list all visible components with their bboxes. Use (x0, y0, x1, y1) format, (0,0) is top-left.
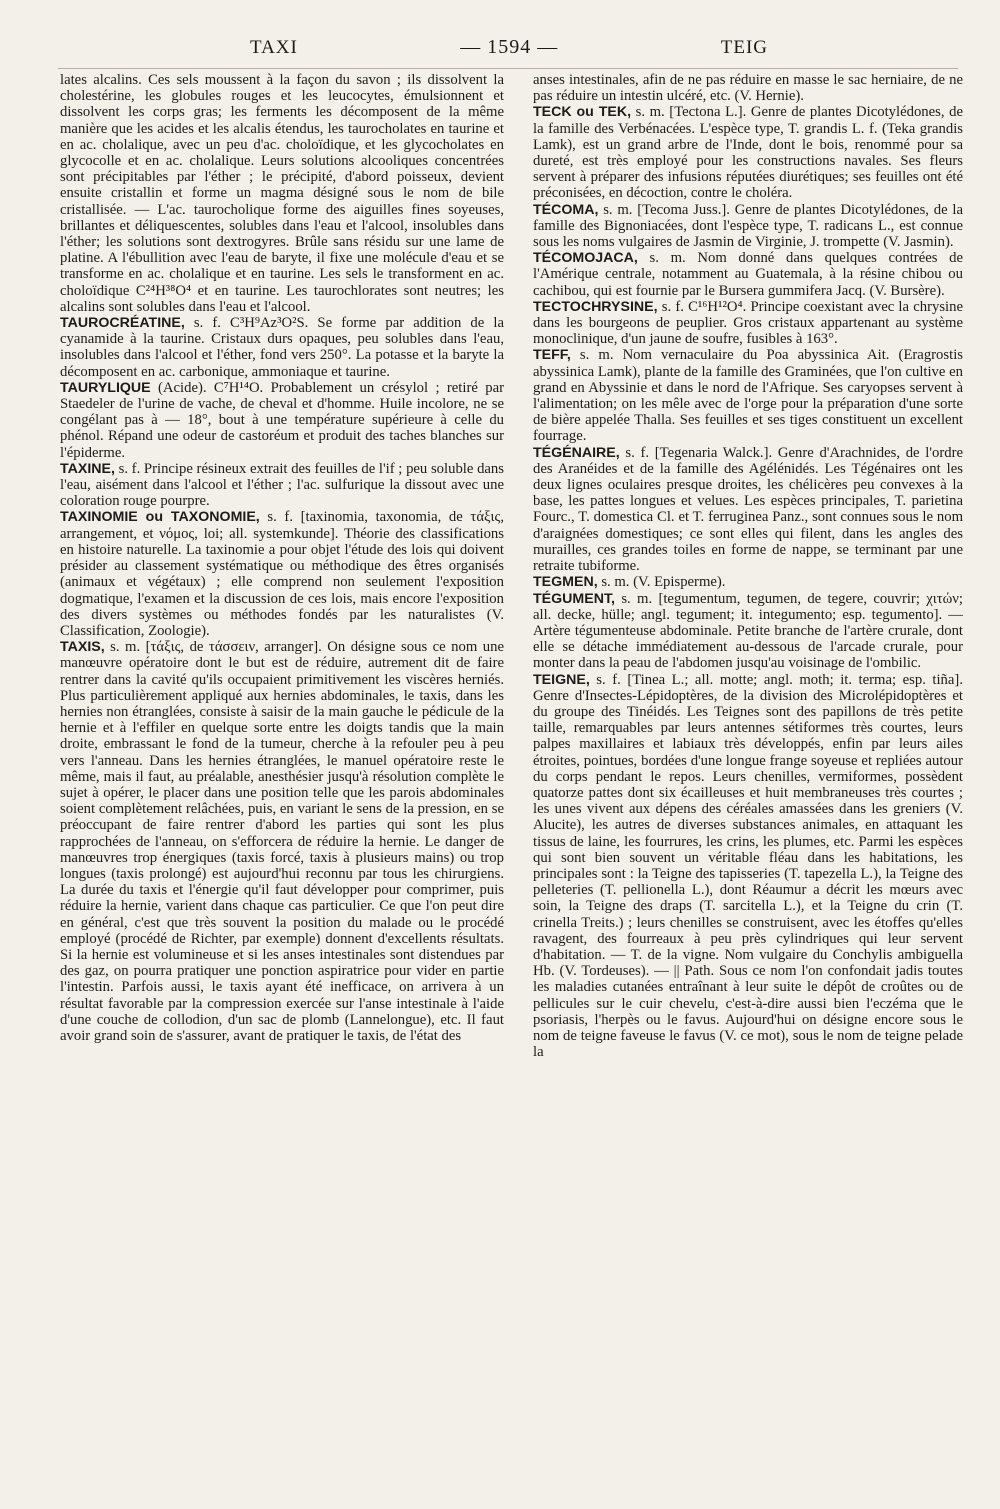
page-header (250, 36, 768, 59)
header-rule (58, 68, 958, 69)
page-number: — 1594 — (460, 36, 559, 58)
entry-teck: TECK ou TEK, s. m. [Tectona L.]. Genre de plantes Dicotylédones, de la famille des Verbénacées. L'espèce type, T. grandis L. f. (Teka grandis Lamk), est un grand arbre de l'Inde, dont le bois, renommé pour sa dureté, est très employé pour les constructions navales. Ses fleurs servent à préparer des infusions réputées diurétiques; ses feuilles ont été préconisées, en décoction, contre le choléra. (533, 104, 963, 202)
header-right-word: TEIG (720, 37, 768, 58)
entry-taxinomie: TAXINOMIE ou TAXONOMIE, s. f. [taxinomia, taxonomia, de τάξις, arrangement, et νόμος, loi; all. systemkunde]. Théorie des classifications en histoire naturelle. La taxinomie a pour objet l'étude des lois qui doivent présider au classement systématique ou méthodique des êtres organisés (animaux et végétaux) ; elle comprend non seulement l'exposition dogmatique, l'examen et la discussion de ces lois, mais encore l'exposition des divers systèmes ou méthodes fondés par les naturalistes (V. Classification, Zoologie). (60, 509, 504, 639)
entry-tegmen: TEGMEN, s. m. (V. Episperme). (533, 574, 726, 591)
entry-continuation-right: anses intestinales, afin de ne pas réduire en masse le sac herniaire, de ne pas réduire un intestin ulcéré, etc. (V. Hernie). (533, 72, 963, 105)
right-column (533, 72, 963, 1060)
header-left-word: TAXI (250, 37, 298, 58)
entry-teff: TEFF, s. m. Nom vernaculaire du Poa abyssinica Ait. (Eragrostis abyssinica Lamk), plante de la famille des Graminées, que l'on cultive en grand en Abyssinie et dans le nord de l'Afrique. Ses caryopses servent à l'alimentation; on les mêle avec de l'orge pour la préparation d'une sorte de bière appelée Thalla. Ses feuilles et ses tiges constituent un excellent fourrage. (533, 347, 963, 445)
entry-tecoma: TÉCOMA, s. m. [Tecoma Juss.]. Genre de plantes Dicotylédones, de la famille des Bignoniacées, dont l'espèce type, T. radicans L., est connue sous les noms vulgaires de Jasmin de Virginie, J. trompette (V. Jasmin). (533, 201, 963, 251)
entry-teigne: TEIGNE, s. f. [Tinea L.; all. motte; angl. moth; it. terma; esp. tiña]. Genre d'Insectes-Lépidoptères, de la division des Microlépidoptères et du groupe des Tinéidés. Les Teignes sont des papillons de très petite taille, remarquables par leurs antennes sétiformes très courtes, leurs palpes maxillaires et labiaux très développés, enfin par leurs ailes étroites, pointues, bordées d'une longue frange soyeuse et repliées autour du corps pendant le repos. Leurs chenilles, vermiformes, possèdent quatorze pattes dont six écailleuses et huit membraneuses très courtes ; les unes vivent aux dépens des céréales amassées dans les greniers (V. Alucite), les autres de diverses substances animales, en attaquant les tissus de laine, les fourrures, les crins, les plumes, etc. Parmi les espèces qui sont bien souvent un véritable fléau dans les habitations, les principales sont : la Teigne des tapisseries (T. tapezella L.), la Teigne des pelleteries (T. pellionella L.), dont Réaumur a décrit les mœurs avec soin, la Teigne des draps (T. sarcitella L.), et la Teigne du crin (T. crinella Treits.) ; leurs chenilles se construisent, avec les étoffes qu'elles ravagent, des fourreaux à peu près cylindriques qui leur servent d'habitation. — T. de la vigne. Nom vulgaire du Conchylis ambiguella Hb. (V. Tordeuses). — || Path. Sous ce nom l'on confondait jadis toutes les maladies cutanées entraînant à leur suite le dépôt de croûtes ou de pellicules sur le cuir chevelu, c'est-à-dire aussi bien l'eczéma que le psoriasis, l'herpès ou le favus. Aujourd'hui on désigne encore sous le nom de teigne faveuse le favus (V. ce mot), sous le nom de teigne pelade la (533, 671, 963, 1061)
entry-tegument: TÉGUMENT, s. m. [tegumentum, tegumen, de tegere, couvrir; χιτών; all. decke, hülle; angl. tegument; it. integumento; esp. tegumento]. — Artère tégumenteuse abdominale. Petite branche de l'artère crurale, dont elle se détache immédiatement au-dessous de l'arcade crurale, pour monter dans la peau de l'abdomen jusqu'au voisinage de l'ombilic. (533, 590, 963, 672)
entry-taxine: TAXINE, s. f. Principe résineux extrait des feuilles de l'if ; peu soluble dans l'eau, aisément dans l'alcool et l'éther ; l'ac. sulfurique la dissout avec une coloration rouge pourpre. (60, 460, 504, 510)
left-column (60, 72, 504, 1044)
entry-tecomojaca: TÉCOMOJACA, s. m. Nom donné dans quelques contrées de l'Amérique centrale, notamment au Guatemala, à la résine chibou ou cachibou, qui est fournie par le Bursera gummifera Jacq. (V. Bursère). (533, 250, 963, 299)
entry-tegenaire: TÉGÉNAIRE, s. f. [Tegenaria Walck.]. Genre d'Arachnides, de l'ordre des Aranéides et de la famille des Agélénidés. Les Tégénaires ont les deux lignes oculaires presque droites, les chélicères peu convexes à la base, les pattes longues et velues. Les espèces principales, T. parietina Fourc., T. domestica Cl. et T. ferruginea Panz., sont connues sous le nom d'araignées domestiques; ce sont elles qui filent, dans les angles des murailles, ces grandes toiles en forme de nappe, se terminant par une retraite tubiforme. (533, 444, 963, 575)
entry-taurocreatine: TAUROCRÉATINE, s. f. C³H⁹Az³O²S. Se forme par addition de la cyanamide à la taurine. Cristaux durs opaques, peu solubles dans l'eau, insolubles dans l'alcool et l'éther, fond vers 250°. La potasse et la baryte la décomposent en ac. carbonique, ammoniaque et taurine. (60, 315, 504, 380)
entry-continuation: lates alcalins. Ces sels moussent à la façon du savon ; ils dissolvent la cholestérine, les globules rouges et les leucocytes, émulsionnent et dissolvent les corps gras; les ferments les décomposent de la même manière que les acides et les alcalis étendus, les taurocholates en taurine et en ac. cholalique, avec un peu d'ac. choloïdique, et les glycocholates en glycocolle et en ac. cholalique. Leurs solutions alcooliques concentrées sont précipitables par l'éther ; le précipité, d'abord poisseux, devient ensuite cristallin et forme un magma désigné sous le nom de bile cristallisée. — L'ac. taurocholique forme des aiguilles fines soyeuses, brillantes et déliquescentes, solubles dans l'eau et l'alcool, insolubles dans l'éther; les solutions sont dextrogyres. Brûle sans résidu sur une lame de platine. A l'ébullition avec l'eau de baryte, il fixe une molécule d'eau et se transforme en ac. cholalique et en taurine. Les sels le transforment en ac. choloïdique C²⁴H³⁸O⁴ et en taurine. Les taurochlorates sont neutres; les alcalins sont solubles dans l'eau et l'alcool. (60, 72, 504, 315)
entry-taxis: TAXIS, s. m. [τάξις, de τάσσειν, arranger]. On désigne sous ce nom une manœuvre opératoire dont le but est de réduire, autrement dit de faire rentrer dans la cavité qu'ils occupaient primitivement les viscères herniés. Plus particulièrement appliqué aux hernies abdominales, le taxis, dans les hernies non étranglées, consiste à saisir de la main gauche le pédicule de la hernie et à l'effiler en quelque sorte entre les doigts tandis que la main droite, embrassant le fond de la tumeur, cherche à la refouler peu à peu vers l'anneau. Dans les hernies étranglées, le manuel opératoire reste le même, mais il faut, au préalable, anesthésier jusqu'à résolution complète le sujet à opérer, le placer dans une position telle que les parois abdominales soient complètement relâchées, puis, en variant le sens de la pression, en se préoccupant de faire rentrer d'abord les parties qui sont les plus rapprochées de l'anneau, on s'efforcera de réduire la hernie. Le danger de manœuvres trop énergiques (taxis forcé, taxis à plusieurs mains) ou trop longues (taxis prolongé) est aujourd'hui reconnu par tous les chirurgiens. La durée du taxis et l'énergie qu'il faut développer pour comprimer, puis réduire la hernie, varient dans chaque cas particulier. Ce que l'on peut dire en général, c'est que très souvent la position du malade ou le procédé employé (procédé de Richter, par exemple) donnent d'excellents résultats. Si la hernie est volumineuse et si les anses intestinales sont distendues par des gaz, on pourra pratiquer une ponction aspiratrice pour vider en partie l'intestin. Parfois aussi, le taxis ayant été inefficace, on arrivera à un résultat favorable par la compression exercée sur l'anse intestinale à l'aide d'une couche de collodion, d'un sac de plomb (Lannelongue), etc. Il faut avoir grand soin de s'assurer, avant de pratiquer le taxis, de l'état des (60, 639, 504, 1044)
entry-taurylique: TAURYLIQUE (Acide). C⁷H¹⁴O. Probablement un crésylol ; retiré par Staedeler de l'urine de vache, de cheval et d'homme. Huile incolore, ne se congélant pas à — 18°, bout à une température supérieure à celle du phénol. Répand une odeur de castoréum et produit des taches blanches sur l'épiderme. (60, 379, 504, 461)
entry-tectochrysine: TECTOCHRYSINE, s. f. C¹⁶H¹²O⁴. Principe coexistant avec la chrysine dans les bourgeons de peuplier. Gros cristaux appartenant au système monoclinique, d'un jaune de soufre, fusibles à 163°. (533, 298, 963, 348)
